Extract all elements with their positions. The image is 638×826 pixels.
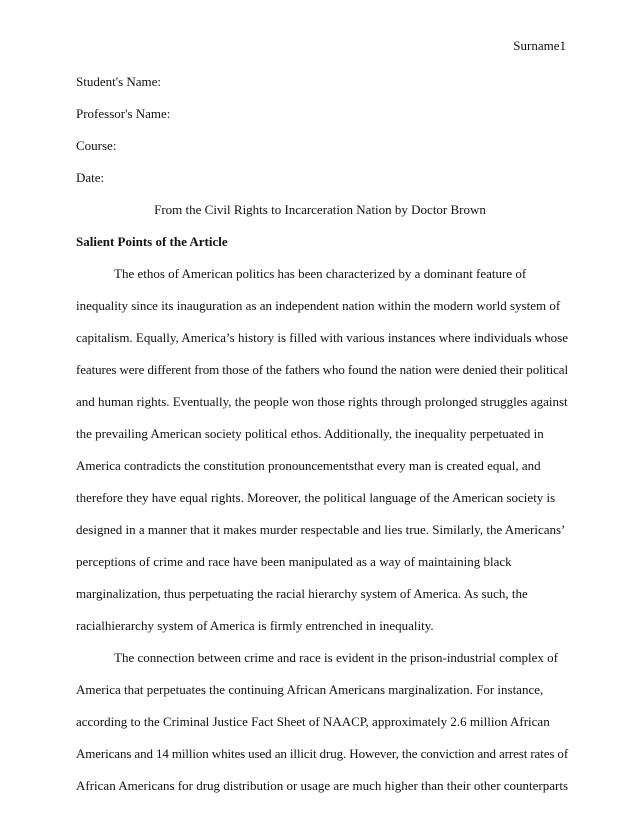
paragraph-1-line-9: designed in a manner that it makes murder respectable and lies true. Similarly, the Americans’ xyxy=(76,522,566,537)
paragraph-2-line-3: according to the Criminal Justice Fact Sheet of NAACP, approximately 2.6 million African xyxy=(76,714,550,729)
paragraph-2-line-5: African Americans for drug distribution or usage are much higher than their other counterparts xyxy=(76,778,569,793)
paragraph-1-line-4: features were different from those of the fathers who found the nation were denied their political xyxy=(76,362,568,377)
student-name-line: Student's Name: xyxy=(76,74,162,89)
section-heading: Salient Points of the Article xyxy=(76,234,228,249)
paragraph-1-line-8: therefore they have equal rights. Moreover, the political language of the American society is xyxy=(76,490,556,505)
course-line: Course: xyxy=(76,138,117,153)
document-body xyxy=(76,66,569,802)
paragraph-2-line-2: America that perpetuates the continuing African Americans marginalization. For instance, xyxy=(76,682,544,697)
paragraph-1-line-2: inequality since its inauguration as an independent nation within the modern world system of xyxy=(76,298,561,313)
date-line: Date: xyxy=(76,170,105,185)
paragraph-1-line-7: America contradicts the constitution pronouncementsthat every man is created equal, and xyxy=(76,458,541,473)
paragraph-1-line-3: capitalism. Equally, America’s history is filled with various instances where individuals whose xyxy=(76,330,568,345)
paragraph-1-line-11: marginalization, thus perpetuating the racial hierarchy system of America. As such, the xyxy=(76,586,528,601)
paragraph-1-line-12: racialhierarchy system of America is firmly entrenched in inequality. xyxy=(76,618,434,633)
paragraph-1-line-5: and human rights. Eventually, the people won those rights through prolonged struggles against xyxy=(76,394,568,409)
paragraph-1-line-1: The ethos of American politics has been characterized by a dominant feature of xyxy=(114,266,527,281)
running-head: Surname1 xyxy=(513,38,566,53)
paragraph-2-line-1: The connection between crime and race is evident in the prison-industrial complex of xyxy=(114,650,559,665)
paragraph-2-line-4: Americans and 14 million whites used an illicit drug. However, the conviction and arrest rates of xyxy=(76,746,569,761)
paragraph-1-line-6: the prevailing American society political ethos. Additionally, the inequality perpetuated in xyxy=(76,426,544,441)
document-title: From the Civil Rights to Incarceration Nation by Doctor Brown xyxy=(154,202,486,217)
professor-name-line: Professor's Name: xyxy=(76,106,171,121)
paragraph-1-line-10: perceptions of crime and race have been manipulated as a way of maintaining black xyxy=(76,554,512,569)
